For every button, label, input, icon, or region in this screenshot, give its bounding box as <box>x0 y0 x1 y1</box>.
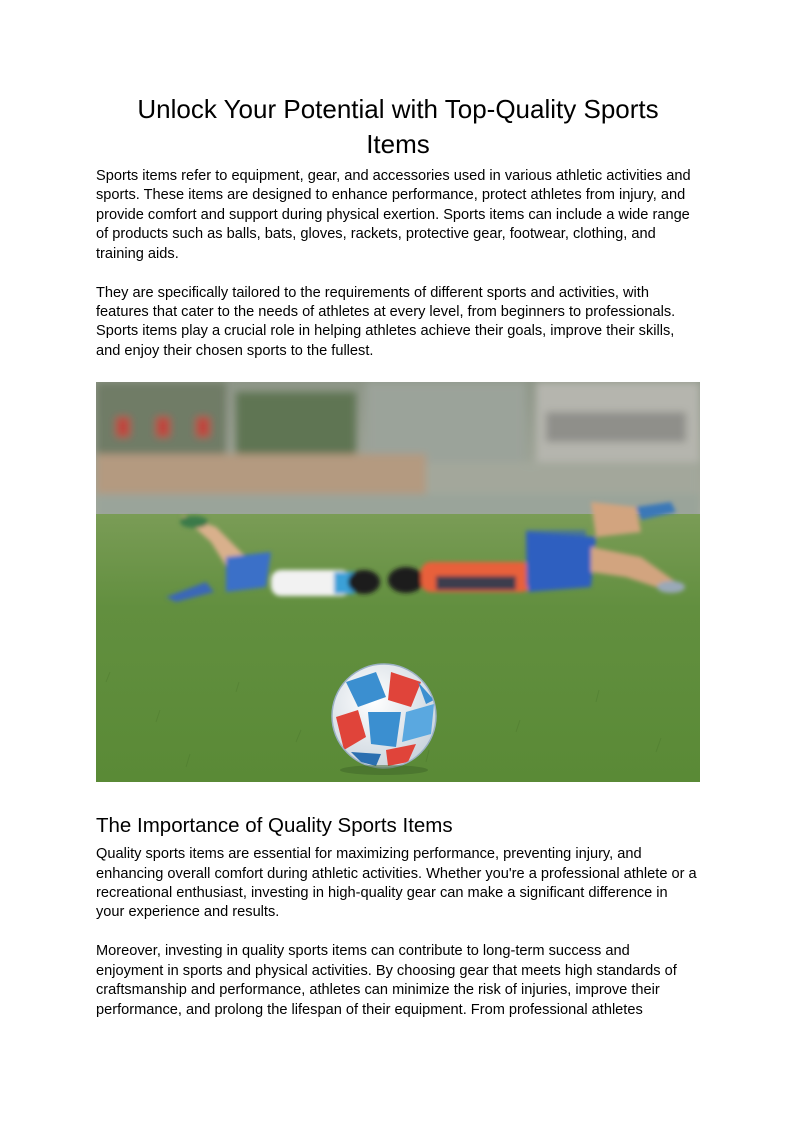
hero-image-soccer-field <box>96 382 700 782</box>
document-title: Unlock Your Potential with Top-Quality Sports Items <box>137 94 659 159</box>
section-paragraph-1: Quality sports items are essential for maximizing performance, preventing injury, and enhancing overall comfort during athletic activities. Whether you're a professional athlete or a recreational enthusiast, investing in high-quality gear can make a significant difference in your experience and results. <box>96 846 697 921</box>
document-page <box>96 92 700 1020</box>
intro-paragraph-1: Sports items refer to equipment, gear, and accessories used in various athletic activities and sports. These items are designed to enhance performance, protect athletes from injury, and provide comfort and support during physical exertion. Sports items can include a wide range of products such as balls, bats, gloves, rackets, protective gear, footwear, clothing, and training aids. <box>96 168 691 262</box>
section-paragraph-2: Moreover, investing in quality sports items can contribute to long-term success and enjoyment in sports and physical activities. By choosing gear that meets high standards of craftsmanship and performance, athletes can minimize the risk of injuries, improve their performance, and prolong the lifespan of their equipment. From professional athletes <box>96 943 677 1018</box>
section-heading: The Importance of Quality Sports Items <box>96 814 453 838</box>
intro-paragraph-2: They are specifically tailored to the requirements of different sports and activities, with features that cater to the needs of athletes at every level, from beginners to professionals. Sports items play a crucial role in helping athletes achieve their goals, improve their skills, and enjoy their chosen sports to the fullest. <box>96 284 676 359</box>
